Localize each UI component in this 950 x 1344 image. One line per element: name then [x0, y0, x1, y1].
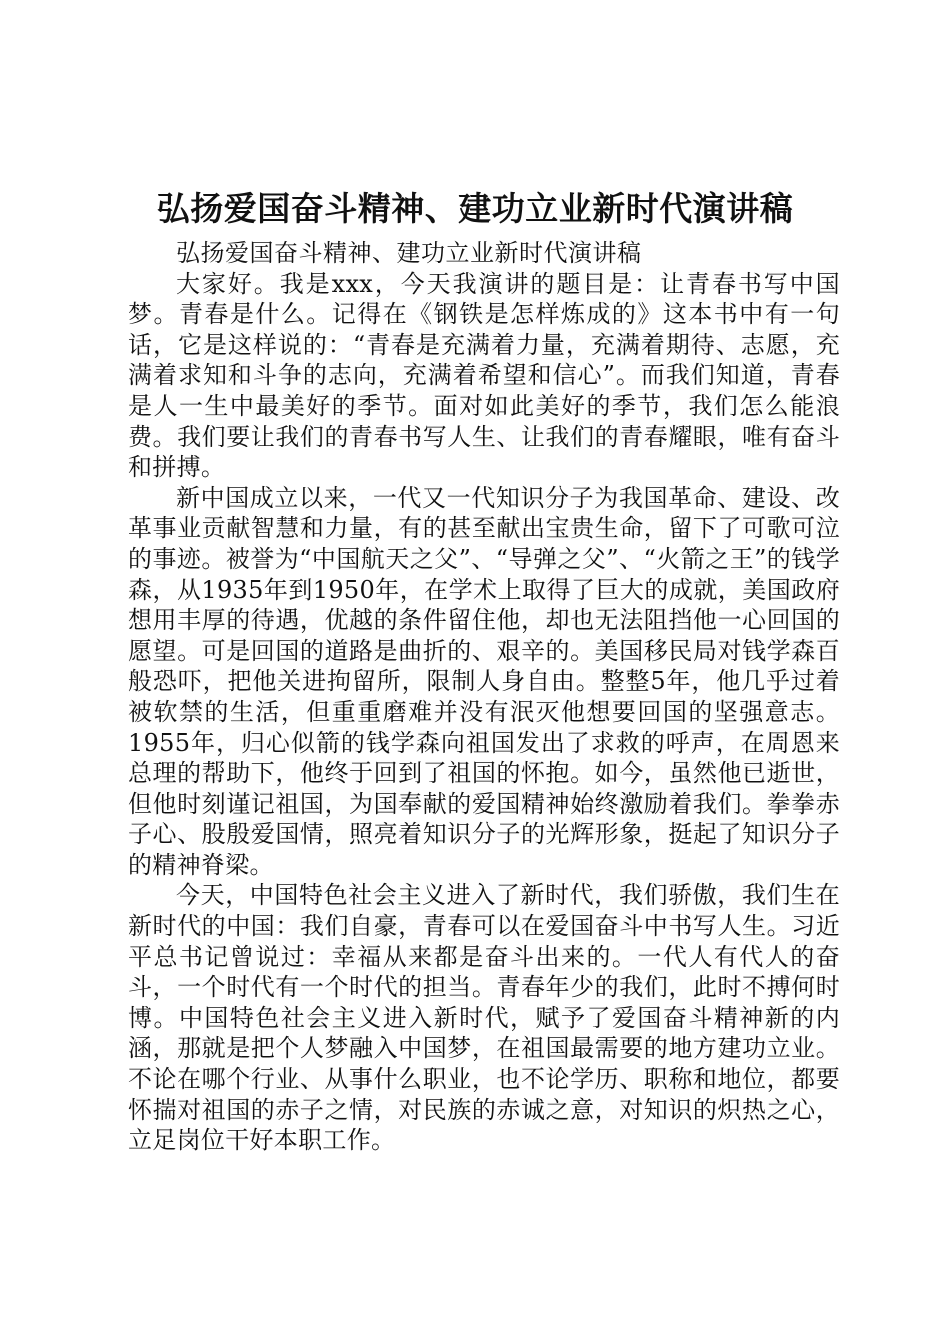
- paragraph-3: 今天，中国特色社会主义进入了新时代，我们骄傲，我们生在新时代的中国：我们自豪，青春可以在爱国奋斗中书写人生。习近平总书记曾说过：幸福从来都是奋斗出来的。一代人有代人的奋斗，一个时代有一个时代的担当。青春年少的我们，此时不搏何时博。中国特色社会主义进入新时代，赋予了爱国奋斗精神新的内涵，那就是把个人梦融入中国梦，在祖国最需要的地方建功立业。不论在哪个行业、从事什么职业，也不论学历、职称和地位，都要怀揣对祖国的赤子之情，对民族的赤诚之意，对知识的炽热之心，立足岗位干好本职工作。: [128, 881, 840, 1155]
- paragraph-1: 大家好。我是xxx，今天我演讲的题目是：让青春书写中国梦。青春是什么。记得在《钢铁是怎样炼成的》这本书中有一句话，它是这样说的：“青春是充满着力量，充满着期待、志愿，充满着求知和斗争的志向，充满着希望和信心”。而我们知道，青春是人一生中最美好的季节。面对如此美好的季节，我们怎么能浪费。我们要让我们的青春书写人生、让我们的青春耀眼，唯有奋斗和拼搏。: [128, 269, 840, 482]
- document-subtitle: 弘扬爱国奋斗精神、建功立业新时代演讲稿: [176, 239, 642, 267]
- document-body: [128, 238, 840, 1156]
- document-title: 弘扬爱国奋斗精神、建功立业新时代演讲稿: [156, 189, 794, 228]
- paragraph-2: 新中国成立以来，一代又一代知识分子为我国革命、建设、改革事业贡献智慧和力量，有的甚至献出宝贵生命，留下了可歌可泣的事迹。被誉为“中国航天之父”、“导弹之父”、“火箭之王”的钱学森，从1935年到1950年，在学术上取得了巨大的成就，美国政府想用丰厚的待遇，优越的条件留住他，却也无法阻挡他一心回国的愿望。可是回国的道路是曲折的、艰辛的。美国移民局对钱学森百般恐吓，把他关进拘留所，限制人身自由。整整5年，他几乎过着被软禁的生活，但重重磨难并没有泯灭他想要回国的坚强意志。1955年，归心似箭的钱学森向祖国发出了求救的呼声，在周恩来总理的帮助下，他终于回到了祖国的怀抱。如今，虽然他已逝世，但他时刻谨记祖国，为国奉献的爱国精神始终激励着我们。拳拳赤子心、股殷爱国情，照亮着知识分子的光辉形象，挺起了知识分子的精神脊梁。: [128, 483, 840, 879]
